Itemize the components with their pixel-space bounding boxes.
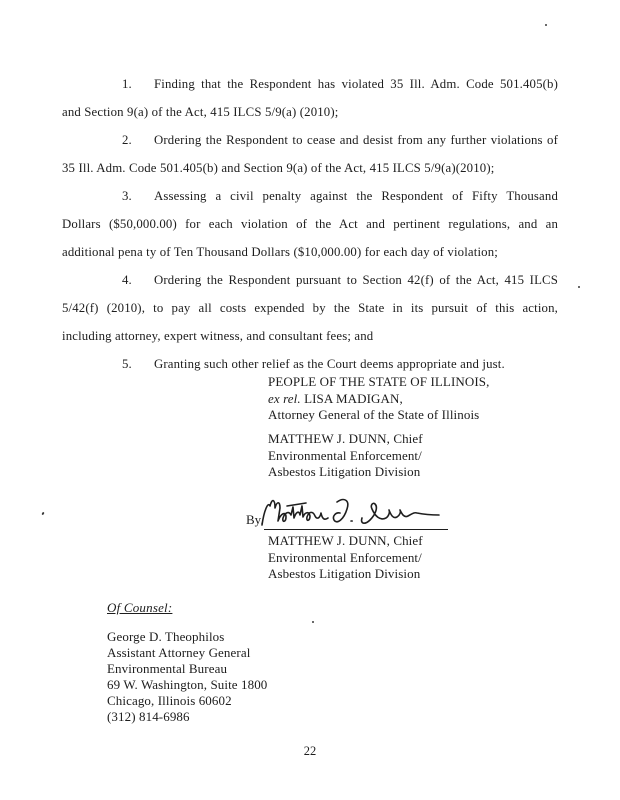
paragraph-number: 4. <box>122 273 132 287</box>
signed-name: MATTHEW J. DUNN, Chief <box>268 533 423 548</box>
ex-rel-name: LISA MADIGAN, <box>304 390 403 406</box>
scan-speck <box>312 621 314 623</box>
paragraph-text: Finding that the Respondent has violated 35 Ill. Adm. Code 501.405(b) <box>154 77 558 91</box>
page-number: 22 <box>303 744 317 758</box>
scan-speck <box>578 286 580 288</box>
paragraph-text: 35 Ill. Adm. Code 501.405(b) and Section 9(a) of the Act, 415 ILCS 5/9(a)(2010); <box>62 161 495 175</box>
chief-identification-block <box>268 431 423 481</box>
signed-name-block <box>268 533 423 583</box>
counsel-phone: (312) 814-6986 <box>107 709 190 724</box>
paragraph-number: 1. <box>122 77 132 91</box>
body-line <box>62 266 558 294</box>
paragraph-text: Ordering the Respondent to cease and desist from any further violations of <box>154 133 558 147</box>
party-name: PEOPLE OF THE STATE OF ILLINOIS, <box>268 374 490 389</box>
paragraph-text: Dollars ($50,000.00) for each violation of the Act and pertinent regulations, and an <box>62 217 558 231</box>
paragraph-text: Assessing a civil penalty against the Respondent of Fifty Thousand <box>154 189 558 203</box>
body-line <box>62 294 558 322</box>
scan-speck <box>545 24 547 26</box>
of-counsel-block <box>107 629 267 725</box>
counsel-street-address: 69 W. Washington, Suite 1800 <box>107 677 268 692</box>
counsel-city-address: Chicago, Illinois 60602 <box>107 693 232 708</box>
ex-rel-line <box>268 391 489 408</box>
signed-division-line2: Asbestos Litigation Division <box>268 566 421 581</box>
party-title: Attorney General of the State of Illinois <box>268 407 480 422</box>
chief-division-line2: Asbestos Litigation Division <box>268 464 421 479</box>
body-line <box>62 210 558 238</box>
scan-speck <box>41 512 44 516</box>
body-line <box>62 182 558 210</box>
body-line <box>62 98 558 126</box>
party-identification-block <box>268 374 489 424</box>
by-label: By. <box>246 512 264 527</box>
body-line <box>62 322 558 350</box>
relief-paragraphs-section <box>62 70 558 378</box>
paragraph-text: Granting such other relief as the Court deems appropriate and just. <box>154 357 505 371</box>
paragraph-number: 3. <box>122 189 132 203</box>
counsel-title: Assistant Attorney General <box>107 645 251 660</box>
paragraph-text: including attorney, expert witness, and consultant fees; and <box>62 329 374 343</box>
counsel-bureau: Environmental Bureau <box>107 661 228 676</box>
paragraph-text: and Section 9(a) of the Act, 415 ILCS 5/9(a) (2010); <box>62 105 339 119</box>
paragraph-number: 5. <box>122 357 132 371</box>
paragraph-text: 5/42(f) (2010), to pay all costs expended by the State in its pursuit of this action, <box>62 301 558 315</box>
of-counsel-heading: Of Counsel: <box>107 600 173 615</box>
counsel-name: George D. Theophilos <box>107 629 225 644</box>
chief-name: MATTHEW J. DUNN, Chief <box>268 431 423 446</box>
paragraph-text: additional pena ty of Ten Thousand Dollars ($10,000.00) for each day of violation; <box>62 245 498 259</box>
body-line <box>62 70 558 98</box>
ex-rel-label: ex rel. <box>268 390 301 406</box>
body-line <box>62 238 558 266</box>
body-line <box>62 154 558 182</box>
chief-division-line1: Environmental Enforcement/ <box>268 447 422 463</box>
signed-division-line1: Environmental Enforcement/ <box>268 549 422 565</box>
handwritten-signature <box>258 494 448 532</box>
body-line <box>62 126 558 154</box>
paragraph-text: Ordering the Respondent pursuant to Section 42(f) of the Act, 415 ILCS <box>154 273 558 287</box>
paragraph-number: 2. <box>122 133 132 147</box>
